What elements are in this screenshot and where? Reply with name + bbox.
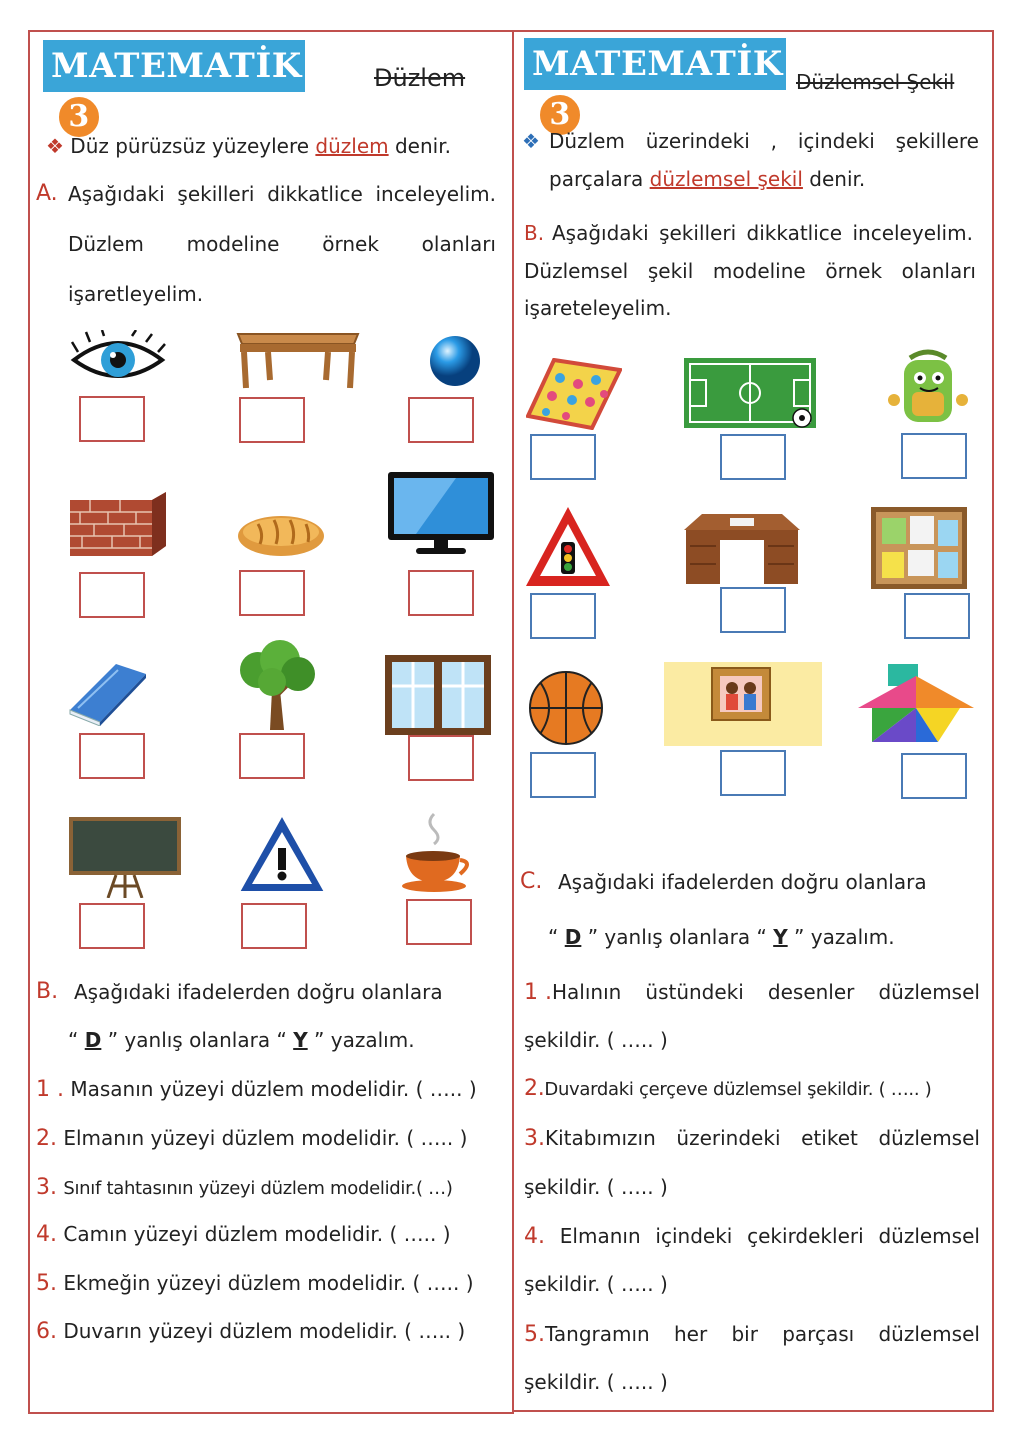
cup-image	[400, 812, 476, 894]
ball-image	[428, 334, 482, 388]
answer-box-cup[interactable]	[406, 899, 472, 945]
true-letter: D	[84, 1028, 102, 1052]
badge-title: MATEMATİK	[51, 46, 302, 86]
section-b-letter: B.	[36, 979, 59, 1004]
grade-number: 3	[57, 95, 101, 139]
keyword-duzlemsel-sekil: düzlemsel şekil	[649, 167, 803, 191]
statement-item-cont: şekildir. ( ….. )	[524, 1272, 668, 1296]
right-definition-line2: parçalara düzlemsel şekil denir.	[549, 167, 866, 191]
statement-item: 4. Elmanın içindeki çekirdekleri düzlemsel	[524, 1224, 980, 1249]
left-topic-title: Düzlem	[374, 64, 466, 92]
answer-box-eye[interactable]	[79, 396, 145, 442]
basketball-image	[528, 670, 604, 746]
tv-image	[386, 470, 496, 558]
right-definition-line1: Düzlem üzerindeki , içindeki şekillere	[549, 129, 979, 153]
section-c-title: Aşağıdaki ifadelerden doğru olanlara	[558, 870, 927, 894]
answer-box-bread[interactable]	[239, 570, 305, 616]
bread-image	[236, 510, 326, 558]
section-a-instruction-line2: Düzlem modeline örnek olanları	[68, 232, 496, 256]
notice-board-image	[870, 506, 968, 590]
left-subject-badge	[43, 40, 305, 134]
blackboard-image	[68, 816, 182, 898]
right-definition-bullet: ❖	[522, 129, 540, 153]
section-b-subtitle: “ D ” yanlış olanlara “ Y ” yazalım.	[68, 1028, 415, 1052]
true-letter: D	[564, 925, 582, 949]
section-a-instruction-line3: işaretleyelim.	[68, 282, 204, 306]
section-b-right-line1: Aşağıdaki şekilleri dikkatlice inceleyelim.	[552, 221, 973, 245]
answer-box-table[interactable]	[239, 397, 305, 443]
answer-box-traffic-sign[interactable]	[530, 593, 596, 639]
backpack-image	[886, 348, 970, 428]
statement-item: 6. Duvarın yüzeyi düzlem modelidir. ( ….. )	[36, 1319, 466, 1344]
section-c-subtitle: “ D ” yanlış olanlara “ Y ” yazalım.	[548, 925, 895, 949]
answer-box-football-pitch[interactable]	[720, 434, 786, 480]
answer-box-blackboard[interactable]	[79, 903, 145, 949]
right-subject-badge	[524, 38, 786, 132]
football-pitch-image	[684, 358, 816, 430]
answer-box-tv[interactable]	[408, 570, 474, 616]
section-b-title: Aşağıdaki ifadelerden doğru olanlara	[74, 980, 443, 1004]
answer-box-warning-sign[interactable]	[241, 903, 307, 949]
false-letter: Y	[293, 1028, 308, 1052]
answer-box-notice-board[interactable]	[904, 593, 970, 639]
statement-item: 2.Duvardaki çerçeve düzlemsel şekildir. ( ….. )	[524, 1076, 932, 1101]
traffic-sign-image	[524, 504, 612, 588]
answer-box-window[interactable]	[408, 735, 474, 781]
right-topic-title: Düzlemsel Şekil	[796, 70, 955, 94]
statement-item: 1 .Halının üstündeki desenler düzlemsel	[524, 980, 980, 1005]
table-image	[232, 328, 364, 390]
rug-image	[526, 358, 622, 430]
statement-item: 5.Tangramın her bir parçası düzlemsel	[524, 1322, 980, 1347]
badge-title: MATEMATİK	[532, 44, 783, 84]
statement-item: 5. Ekmeğin yüzeyi düzlem modelidir. ( ….. )	[36, 1271, 474, 1296]
window-image	[384, 654, 492, 736]
answer-box-desk[interactable]	[720, 587, 786, 633]
answer-box-brick-wall[interactable]	[79, 572, 145, 618]
statement-item: 1 . Masanın yüzeyi düzlem modelidir. ( ….. )	[36, 1077, 477, 1102]
statement-item-cont: şekildir. ( ….. )	[524, 1028, 668, 1052]
grade-number: 3	[538, 93, 582, 137]
desk-image	[682, 512, 802, 586]
statement-item: 2. Elmanın yüzeyi düzlem modelidir. ( ….. )	[36, 1126, 468, 1151]
keyword-duzlem: düzlem	[315, 134, 389, 158]
section-c-letter: C.	[520, 869, 543, 894]
answer-box-family-photo[interactable]	[720, 750, 786, 796]
bullet-icon: ❖	[46, 134, 64, 158]
false-letter: Y	[773, 925, 788, 949]
statement-item: 3. Sınıf tahtasının yüzeyi düzlem modelidir.( …)	[36, 1175, 453, 1200]
answer-box-basketball[interactable]	[530, 752, 596, 798]
statement-item: 3.Kitabımızın üzerindeki etiket düzlemsel	[524, 1126, 980, 1151]
left-definition: ❖ Düz pürüzsüz yüzeylere düzlem denir.	[46, 134, 451, 158]
answer-box-backpack[interactable]	[901, 433, 967, 479]
answer-box-rug[interactable]	[530, 434, 596, 480]
eye-image	[70, 330, 166, 386]
answer-box-tree[interactable]	[239, 733, 305, 779]
answer-box-tangram-house[interactable]	[901, 753, 967, 799]
section-a-letter: A.	[36, 181, 58, 206]
answer-box-ball[interactable]	[408, 397, 474, 443]
book-image	[68, 660, 148, 726]
warning-sign-image	[236, 812, 328, 896]
statement-item: 4. Camın yüzeyi düzlem modelidir. ( ….. )	[36, 1222, 451, 1247]
tree-image	[232, 640, 320, 730]
section-a-instruction-line1: Aşağıdaki şekilleri dikkatlice inceleyelim.	[68, 182, 496, 206]
brick-wall-image	[70, 492, 166, 556]
statement-item-cont: şekildir. ( ….. )	[524, 1175, 668, 1199]
answer-box-book[interactable]	[79, 733, 145, 779]
section-b-right-line2: Düzlemsel şekil modeline örnek olanları	[524, 259, 976, 283]
section-b-letter-right: B.	[524, 221, 545, 245]
statement-item-cont: şekildir. ( ….. )	[524, 1370, 668, 1394]
tangram-house-image	[858, 662, 974, 744]
section-b-right-line3: işareteleyelim.	[524, 296, 672, 320]
family-photo-image	[664, 662, 822, 746]
